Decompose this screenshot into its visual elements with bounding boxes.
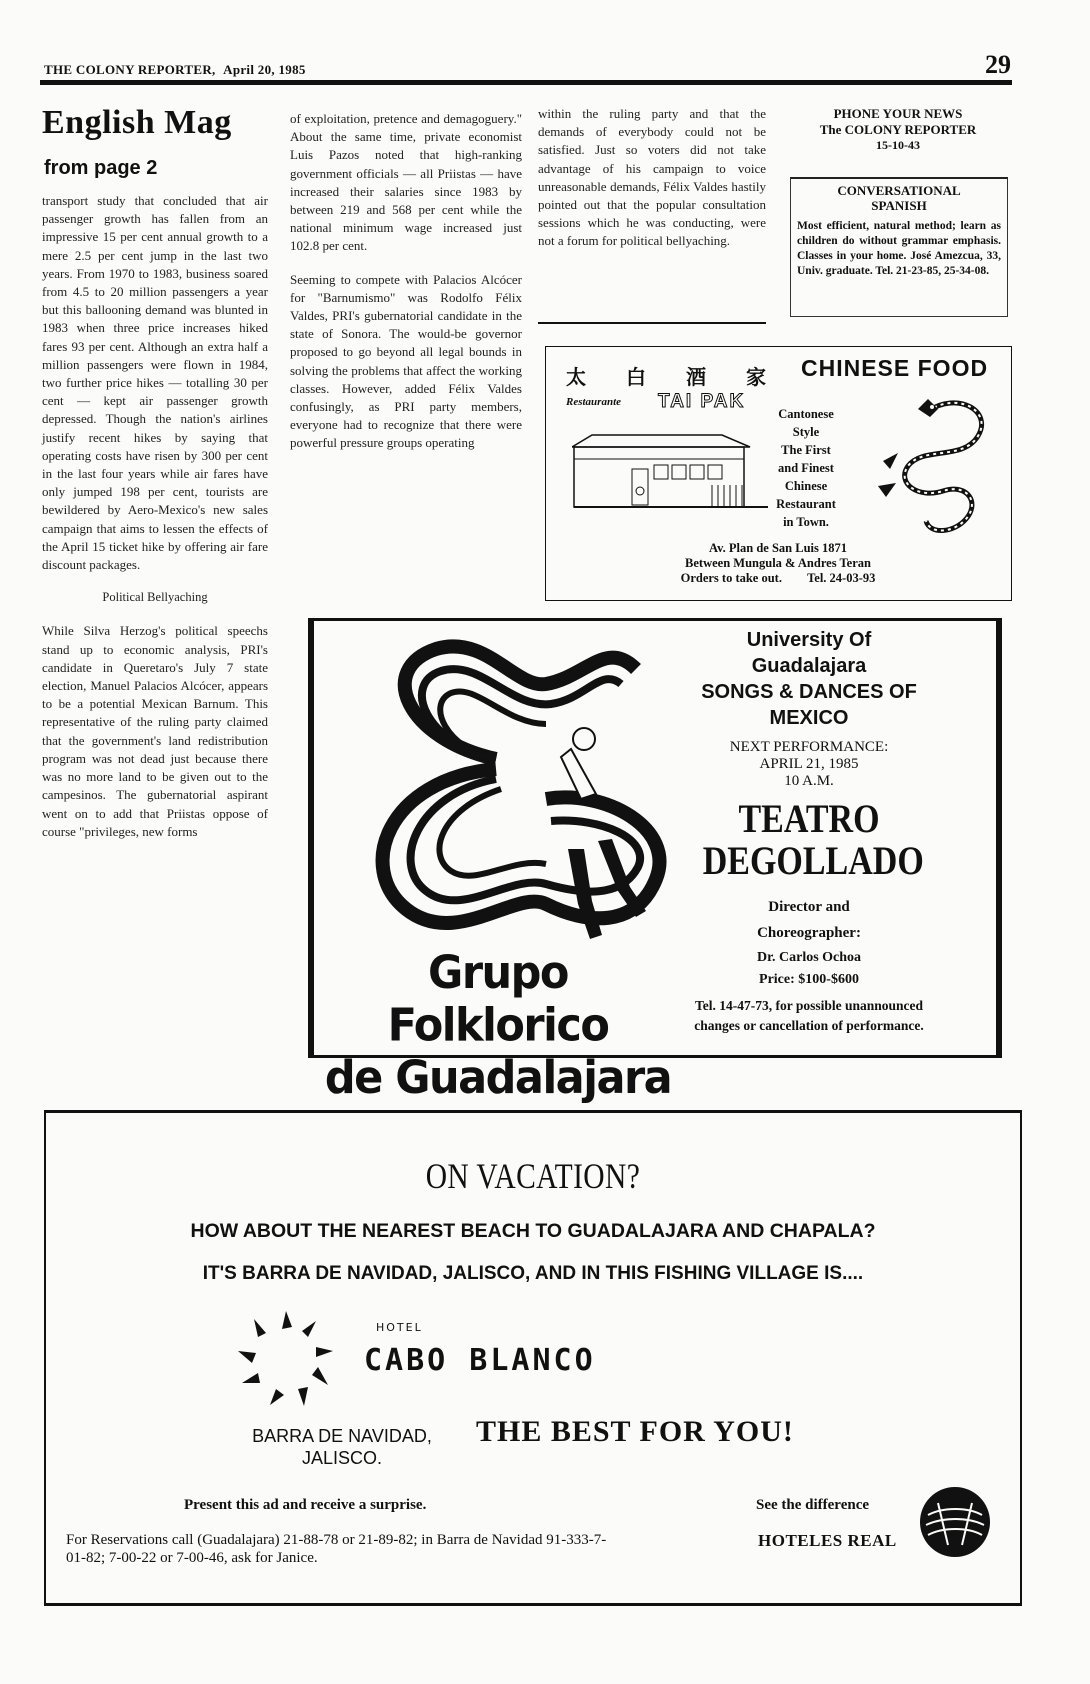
blurb-line: Style: [792, 425, 820, 439]
restaurant-building-illustration: [572, 429, 772, 511]
restaurante-label: Restaurante: [566, 396, 622, 408]
header-rule: [40, 80, 1012, 85]
spanish-ad: [790, 177, 1008, 317]
hanzi-char: 家: [746, 365, 766, 389]
hotel-name: CABO BLANCO: [364, 1343, 596, 1378]
vacation-present: Present this ad and receive a surprise.: [184, 1497, 427, 1513]
vacation-brand: HOTELES REAL: [758, 1531, 897, 1550]
vacation-see-difference: See the difference: [756, 1497, 870, 1513]
folklorico-ad: [308, 618, 1002, 1105]
article-paragraph: transport study that concluded that air passenger growth has fallen from an impressive 15 per cent annual growth to a mere 2.5 per cent jump in the last two years. From 1970 to 1983, business soared from 4.5 to 20 million passengers a year but this ballooning demand was blunted in 1983 when three price increases hiked fares 93 per cent. Although an extra half a million passengers were flown in 1984, two further price hikes — totalling 30 per cent — kept air passenger growth depressed. Though the nation's airlines justify recent hikes by saying that operating costs have risen by 300 per cent in the last four years while air fares have only jumped 198 per cent, tourists are bewildered by Aero-Mexico's new sales campaign that aims to lessen the effects of the April 15 ticket hike by offering air fare discount packages.: [42, 193, 268, 573]
chinese-restaurant-ad: [545, 346, 1012, 601]
dragon-illustration: [868, 391, 998, 541]
vacation-reservations: For Reservations call (Guadalajara) 21-88-78 or 21-89-82; in Barra de Navidad 91-333-7-01-82; 7-00-22 or 7-00-46, ask for Janice.: [66, 1532, 607, 1566]
blurb-line: Cantonese: [778, 407, 834, 421]
chinese-ad-tel: Tel. 24-03-93: [807, 571, 876, 585]
folk-ad-details: [684, 627, 934, 1036]
chinese-ad-blurb: [756, 405, 856, 531]
hanzi-row: [566, 361, 766, 390]
folk-price: Price: $100-$600: [759, 972, 859, 987]
article-paragraph: Seeming to compete with Palacios Alcócer for "Barnumismo" was Rodolfo Félix Valdes, PRI's gubernatorial candidate in the state of Sonora. The would-be governor proposed to go beyond all legal bounds in solving the problems that affect the working classes. However, added Félix Valdes confusingly, as PRI party members, everyone had to recognize that there were powerful pressure groups operating: [290, 271, 522, 451]
folk-university: University Of Guadalajara: [746, 629, 872, 677]
folk-next-label: NEXT PERFORMANCE:: [729, 739, 889, 755]
folk-director-name: Dr. Carlos Ochoa: [756, 950, 862, 965]
folk-note: Tel. 14-47-73, for possible unannounced changes or cancellation of performance.: [694, 998, 924, 1033]
chinese-ad-between: Between Mungula & Andres Teran: [685, 556, 871, 570]
folk-group-name: [320, 947, 676, 1105]
article-paragraph: While Silva Herzog's political speechs stand up to economic analysis, PRI's candidate in Queretaro's July 7 state election, Manuel Palacios Alcócer, appears to be a potential Mexican Barnum. This representative of the ruling party claimed that the government's land redistribution program was not dead just because there was no more land to be given out to the campesinos. The gubernatorial aspirant went on to add that Priistas oppose of course "privileges, new forms: [42, 623, 268, 839]
spanish-ad-body: Most efficient, natural method; learn as children do without grammar emphasis. Classes in your home. José Amezcua, 33, Univ. graduate. Tel. 21-23-85, 25-34-08.: [797, 220, 1001, 277]
masthead: [44, 62, 306, 78]
column-rule: [538, 322, 766, 324]
folk-songs: SONGS & DANCES OF MEXICO: [701, 681, 917, 729]
folk-dancer-illustration: [346, 629, 686, 959]
chinese-food-headline: CHINESE FOOD: [801, 355, 989, 381]
folk-venue-1: TEATRO: [738, 796, 880, 841]
hanzi-char: 酒: [686, 365, 706, 389]
folk-venue-2: DEGOLLADO: [702, 838, 924, 883]
folk-group-line-2: de Guadalajara: [324, 1052, 672, 1105]
folk-group-line-1: Grupo Folklorico: [387, 947, 609, 1053]
hotel-sun-logo: [236, 1309, 336, 1409]
hotel-small-label: HOTEL: [376, 1321, 423, 1334]
page-number: 29: [985, 50, 1011, 79]
article-title: English Mag: [42, 104, 232, 141]
folk-director-label: Director and Choreographer:: [757, 899, 861, 941]
masthead-date: April 20, 1985: [223, 62, 306, 77]
article-paragraph: of exploitation, pretence and demagoguery." About the same time, private economist Luis Pazos noted that high-ranking government officials — all Priistas — have increased their salaries since 1983 by between 219 and 568 per cent while the national minimum wage increased just 102.8 per cent.: [290, 111, 522, 254]
chinese-ad-orders: Orders to take out.: [680, 571, 782, 585]
article-column-2: [290, 110, 522, 453]
blurb-line: Chinese: [784, 479, 828, 493]
folk-date: APRIL 21, 1985: [759, 756, 859, 772]
article-paragraph: within the ruling party and that the demands of everybody could not be satisfied. Just so voters did not take advantage of his campaign to voice unreasonable demands, Félix Valdes hastily pointed out that the popular consultation sessions which he was conducting, were not a forum for political bellyaching.: [538, 106, 766, 249]
vacation-line-2: IT'S BARRA DE NAVIDAD, JALISCO, AND IN THIS FISHING VILLAGE IS....: [202, 1263, 864, 1284]
blurb-line: The First: [781, 443, 831, 457]
folk-time: 10 A.M.: [784, 773, 834, 789]
article-column-1: [42, 192, 268, 841]
blurb-line: Restaurant: [776, 497, 836, 511]
restaurant-name: TAI PAK: [658, 391, 746, 412]
phone-line-1: PHONE YOUR NEWS: [833, 106, 963, 121]
chinese-ad-address: Av. Plan de San Luis 1871: [708, 541, 847, 555]
vacation-line-1: HOW ABOUT THE NEAREST BEACH TO GUADALAJARA AND CHAPALA?: [190, 1220, 876, 1242]
hanzi-char: 白: [626, 365, 646, 389]
hoteles-real-logo: [918, 1485, 992, 1559]
spanish-ad-title: CONVERSATIONAL SPANISH: [837, 183, 961, 213]
hanzi-char: 太: [566, 365, 586, 389]
article-column-3: [538, 105, 766, 251]
masthead-title: THE COLONY REPORTER,: [44, 62, 216, 77]
article-jump: from page 2: [44, 157, 158, 179]
chinese-ad-orders-line: [546, 571, 1010, 586]
vacation-ad: [44, 1110, 1022, 1606]
blurb-line: in Town.: [783, 515, 829, 529]
phone-box: [785, 106, 1011, 153]
article-subhead: Political Bellyaching: [102, 590, 208, 605]
vacation-headline: ON VACATION?: [425, 1156, 641, 1196]
blurb-line: and Finest: [778, 461, 834, 475]
hotel-slogan: THE BEST FOR YOU!: [476, 1415, 794, 1448]
phone-number: 15-10-43: [876, 138, 920, 152]
phone-line-2: The COLONY REPORTER: [819, 122, 977, 137]
chinese-ad-address-block: [546, 541, 1010, 586]
hotel-location: BARRA DE NAVIDAD, JALISCO.: [252, 1426, 432, 1468]
